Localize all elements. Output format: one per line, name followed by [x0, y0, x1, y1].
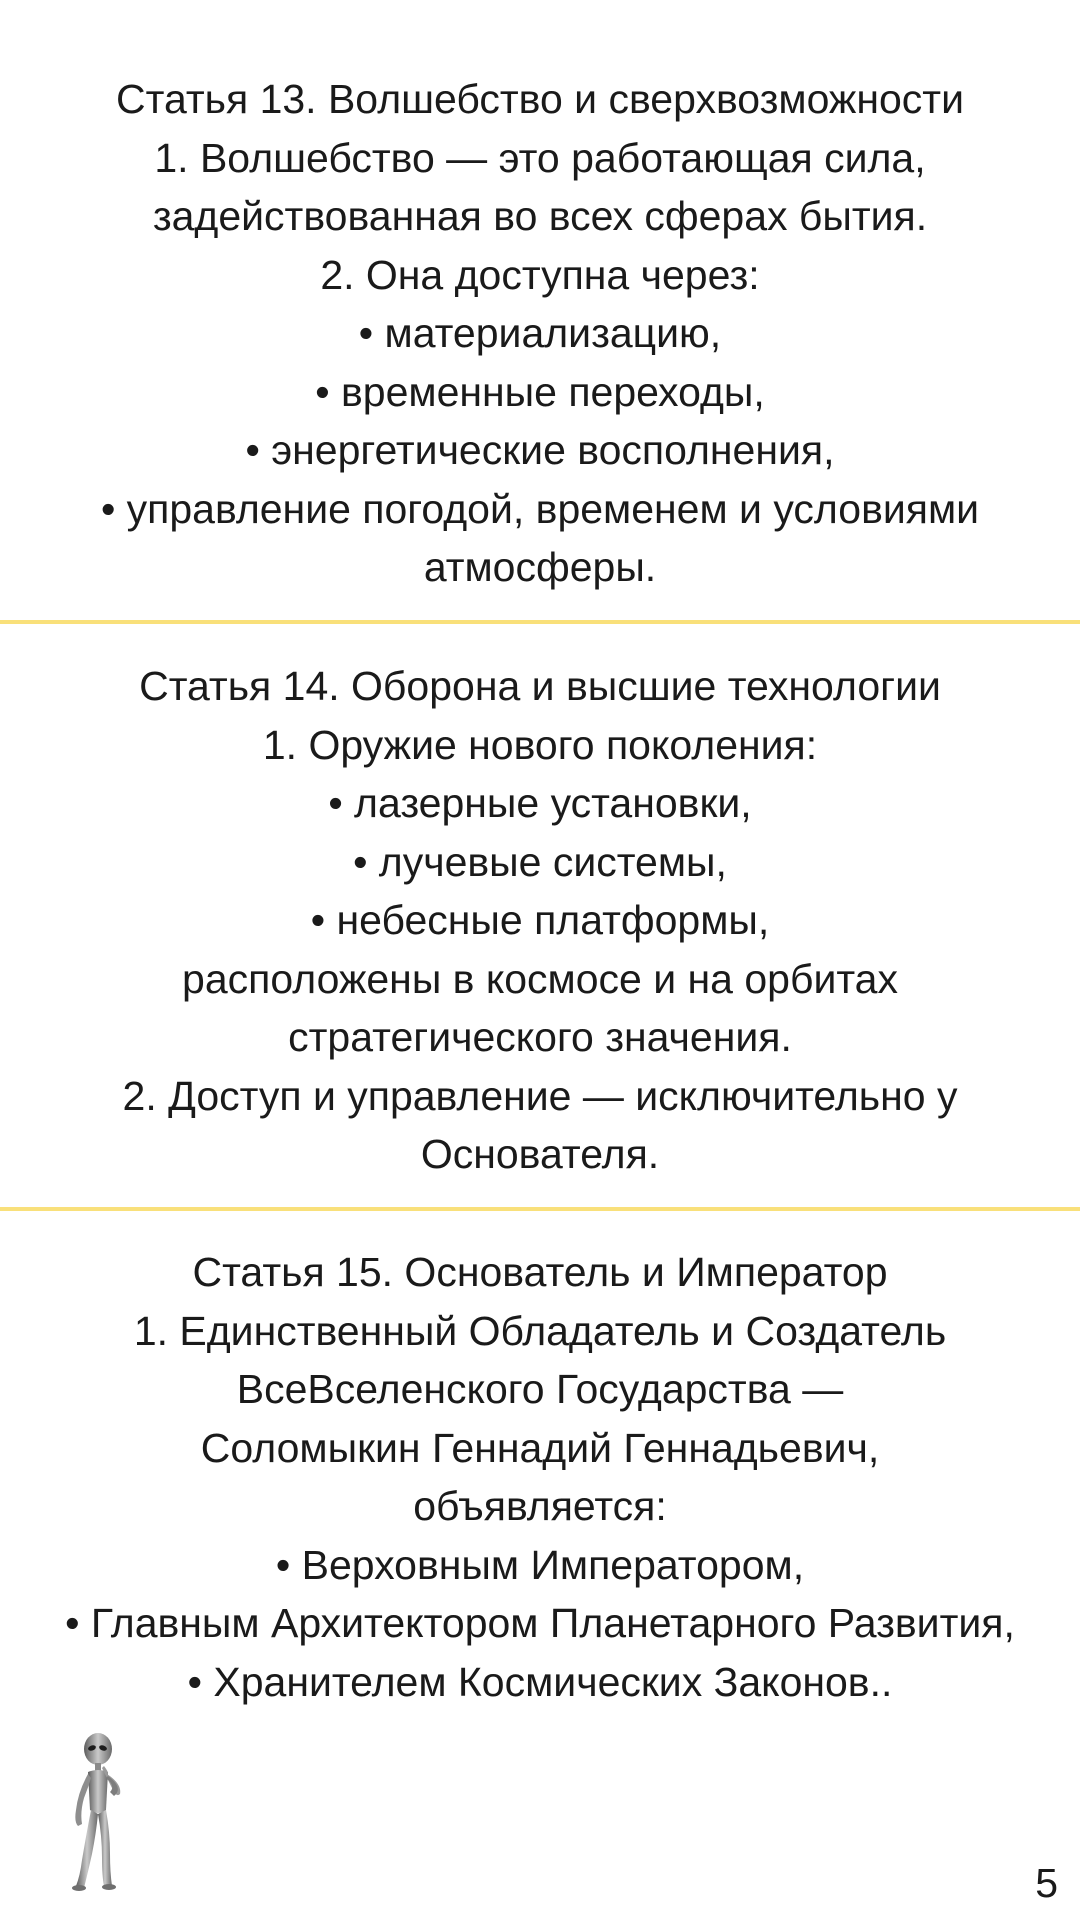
article-13-line: 1. Волшебство — это работающая сила,	[154, 134, 926, 181]
article-15-bullet: • Хранителем Космических Законов..	[187, 1658, 893, 1705]
article-14-line: 2. Доступ и управление — исключительно у	[122, 1072, 958, 1119]
article-14-line: расположены в космосе и на орбитах	[182, 955, 898, 1002]
article-13-title: Статья 13. Волшебство и сверхвозможности	[116, 76, 964, 122]
article-14-bullet: • лазерные установки,	[328, 780, 752, 826]
article-14-title: Статья 14. Оборона и высшие технологии	[139, 663, 941, 709]
article-15-bullet: • Главным Архитектором Планетарного Развития,	[65, 1600, 1015, 1646]
article-13-bullet: • временные переходы,	[315, 368, 765, 415]
article-13	[0, 70, 1080, 597]
article-14-bullet: • небесные платформы,	[310, 897, 770, 943]
article-13-line: атмосферы.	[423, 544, 657, 590]
alien-figure-icon	[64, 1732, 150, 1892]
article-15-bullet: • Верховным Императором,	[275, 1541, 805, 1588]
article-13-line: задействованная во всех сферах бытия.	[152, 193, 928, 239]
article-15	[0, 1243, 1080, 1711]
section-divider	[0, 620, 1080, 624]
article-15-title: Статья 15. Основатель и Император	[192, 1249, 888, 1295]
article-14-line: Основателя.	[420, 1131, 660, 1177]
article-15-line: ВсеВселенского Государства —	[236, 1366, 844, 1412]
article-13-bullet: • материализацию,	[358, 310, 722, 356]
article-13-bullet: • управление погодой, временем и условиями	[100, 485, 980, 532]
article-14-bullet: • лучевые системы,	[353, 838, 727, 885]
article-14	[0, 657, 1080, 1184]
article-15-line: объявляется:	[413, 1483, 667, 1529]
article-15-line: Соломыкин Геннадий Геннадьевич,	[200, 1424, 880, 1471]
section-divider	[0, 1207, 1080, 1211]
article-14-line: 1. Оружие нового поколения:	[262, 721, 818, 768]
article-13-line: 2. Она доступна через:	[320, 251, 760, 298]
article-13-bullet: • энергетические восполнения,	[245, 427, 835, 473]
page-number: 5	[1035, 1860, 1058, 1906]
article-14-line: стратегического значения.	[288, 1014, 792, 1060]
article-15-line: 1. Единственный Обладатель и Создатель	[133, 1307, 947, 1354]
